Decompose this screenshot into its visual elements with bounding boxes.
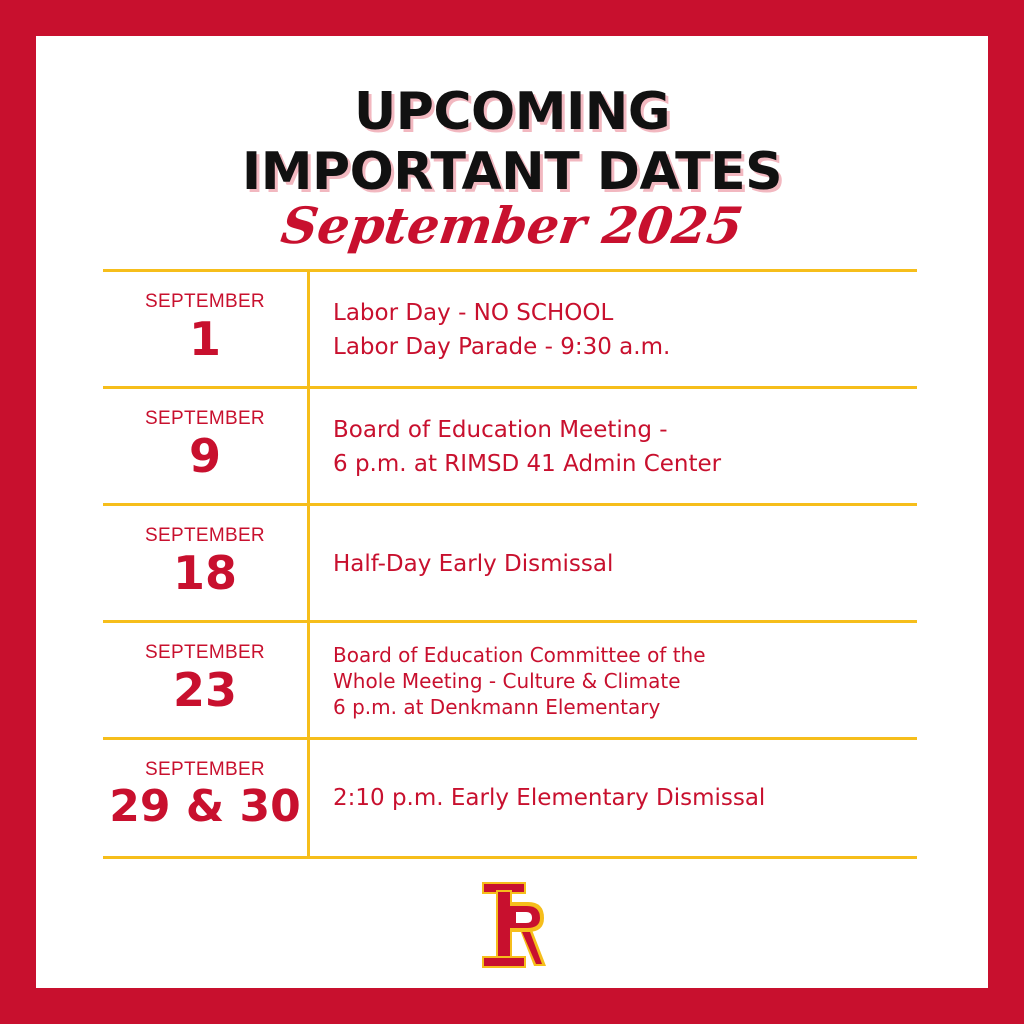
- event-row: [103, 739, 917, 857]
- event-day: 23: [172, 663, 237, 717]
- event-line: Labor Day - NO SCHOOL: [333, 300, 614, 326]
- event-date: [103, 622, 307, 740]
- event-line: 2:10 p.m. Early Elementary Dismissal: [333, 785, 766, 811]
- event-month: SEPTEMBER: [145, 759, 265, 780]
- event-details: [333, 505, 903, 623]
- event-day: 29 & 30: [109, 781, 301, 832]
- title-line-2: IMPORTANT DATES: [241, 142, 783, 202]
- event-line: Board of Education Committee of the: [333, 643, 706, 667]
- event-month: SEPTEMBER: [145, 642, 265, 663]
- title-line-1: UPCOMING: [354, 82, 670, 142]
- ri-monogram-logo-icon: [476, 876, 548, 972]
- event-line: Board of Education Meeting -: [333, 417, 668, 443]
- events-table: [103, 269, 917, 859]
- event-day: 9: [188, 429, 221, 483]
- event-line: 6 p.m. at RIMSD 41 Admin Center: [333, 451, 722, 477]
- event-line: Labor Day Parade - 9:30 a.m.: [333, 334, 671, 360]
- event-line: 6 p.m. at Denkmann Elementary: [333, 695, 661, 719]
- event-line: Whole Meeting - Culture & Climate: [333, 669, 681, 693]
- subtitle: September 2025: [277, 196, 747, 255]
- event-day: 18: [172, 546, 237, 600]
- event-line: Half-Day Early Dismissal: [333, 551, 614, 577]
- event-details: [333, 271, 903, 389]
- event-row: [103, 622, 917, 740]
- event-date: [103, 505, 307, 623]
- event-row: [103, 505, 917, 623]
- event-date: [103, 388, 307, 506]
- event-date: [103, 271, 307, 389]
- event-day: 1: [188, 312, 221, 366]
- event-row: [103, 388, 917, 506]
- event-month: SEPTEMBER: [145, 525, 265, 546]
- event-details: [333, 739, 903, 857]
- event-details: [333, 622, 903, 740]
- event-details: [333, 388, 903, 506]
- event-row: [103, 271, 917, 389]
- event-month: SEPTEMBER: [145, 408, 265, 429]
- event-date: [103, 739, 307, 857]
- event-month: SEPTEMBER: [145, 291, 265, 312]
